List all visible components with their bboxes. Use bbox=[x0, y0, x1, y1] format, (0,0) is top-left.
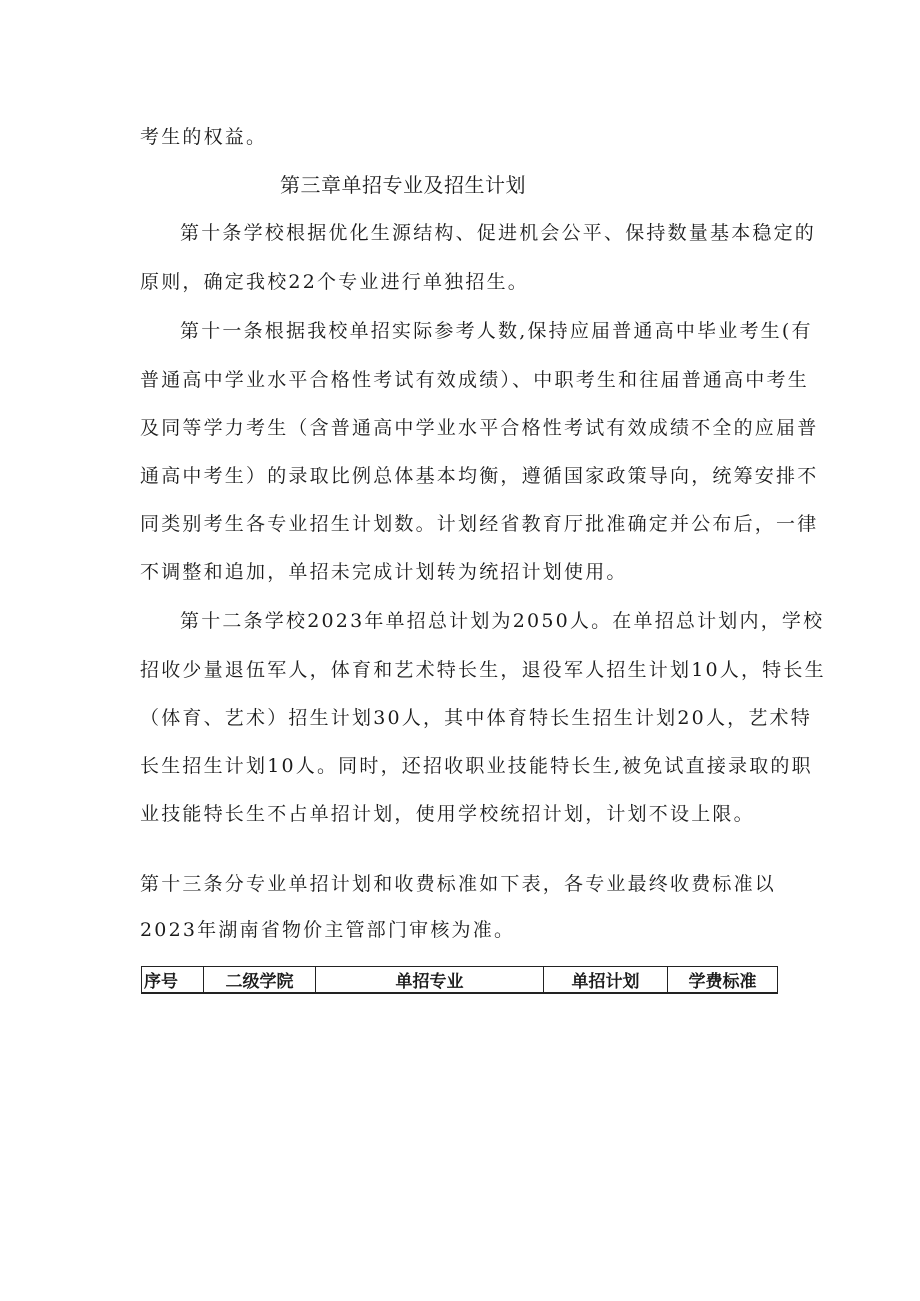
article-13-line-1: 第十三条分专业单招计划和收费标准如下表，各专业最终收费标准以 bbox=[140, 873, 777, 895]
header-serial-number: 序号 bbox=[142, 967, 204, 994]
enrollment-fee-table bbox=[141, 966, 778, 994]
header-tuition-standard: 学费标准 bbox=[668, 967, 778, 994]
fragment-line: 考生的权益。 bbox=[140, 126, 268, 148]
chapter-heading: 第三章单招专业及招生计划 bbox=[280, 173, 526, 197]
article-11-line-2: 普通高中学业水平合格性考试有效成绩）、中职考生和往届普通高中考生 bbox=[140, 369, 809, 391]
header-secondary-college: 二级学院 bbox=[204, 967, 316, 994]
article-12-line-3: （体育、艺术）招生计划30人，其中体育特长生招生计划20人，艺术特 bbox=[140, 707, 812, 729]
article-11-line-4: 通高中考生）的录取比例总体基本均衡，遵循国家政策导向，统筹安排不 bbox=[140, 465, 819, 487]
article-11-line-6: 不调整和追加，单招未完成计划转为统招计划使用。 bbox=[140, 561, 628, 583]
article-12-line-2: 招收少量退伍军人，体育和艺术特长生，退役军人招生计划10人，特长生 bbox=[140, 659, 826, 681]
article-10-line-2: 原则，确定我校22个专业进行单独招生。 bbox=[140, 271, 529, 293]
article-11-line-3: 及同等学力考生（含普通高中学业水平合格性考试有效成绩不全的应届普 bbox=[140, 417, 819, 439]
article-11-line-1: 第十一条根据我校单招实际参考人数,保持应届普通高中毕业考生(有 bbox=[180, 320, 813, 342]
article-13-line-2: 2023年湖南省物价主管部门审核为准。 bbox=[140, 919, 516, 941]
article-11-line-5: 同类别考生各专业招生计划数。计划经省教育厅批准确定并公布后，一律 bbox=[140, 513, 819, 535]
article-12-line-5: 业技能特长生不占单招计划，使用学校统招计划，计划不设上限。 bbox=[140, 803, 755, 825]
article-12-line-4: 长生招生计划10人。同时，还招收职业技能特长生,被免试直接录取的职 bbox=[140, 755, 813, 777]
table-header-row bbox=[142, 967, 778, 994]
article-12-line-1: 第十二条学校2023年单招总计划为2050人。在单招总计划内，学校 bbox=[180, 610, 825, 632]
header-major: 单招专业 bbox=[316, 967, 544, 994]
header-enrollment-plan: 单招计划 bbox=[544, 967, 668, 994]
article-10-line-1: 第十条学校根据优化生源结构、促进机会公平、保持数量基本稳定的 bbox=[180, 222, 817, 244]
